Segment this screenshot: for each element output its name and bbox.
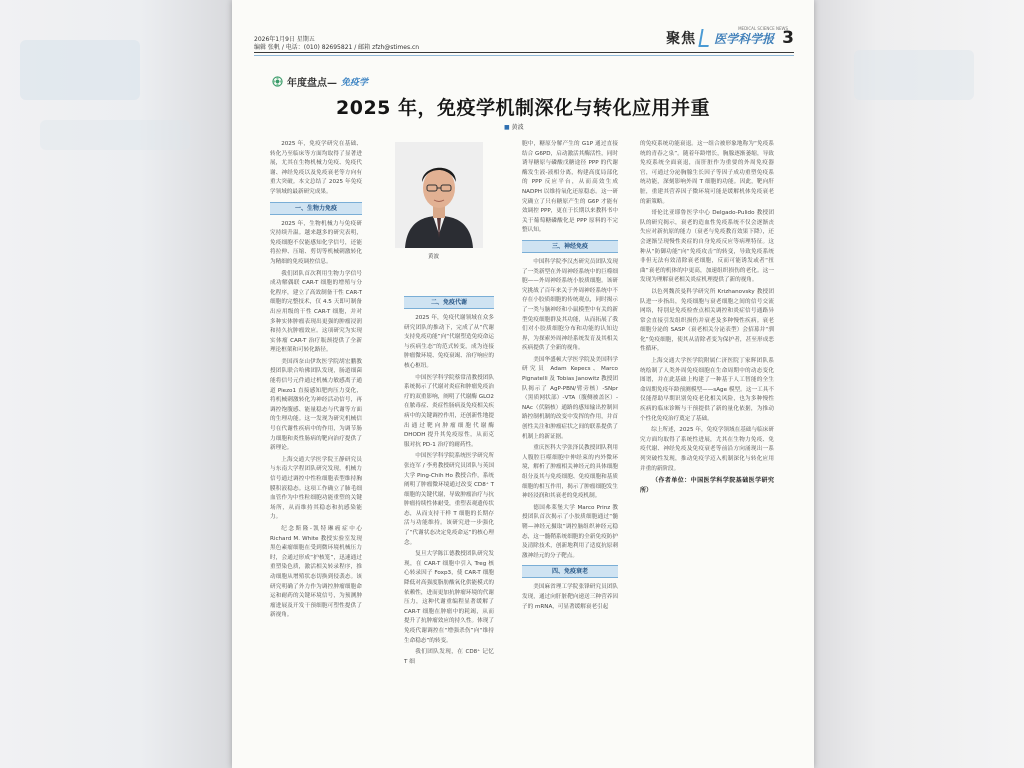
blurred-background-block [40,120,190,150]
body-paragraph: 复旦大学陈江德教授团队研究发现，在 CAR-T 细胞中引入 Treg 核心转录因子 Foxp3，使 CAR-T 细胞降低对高强度脂肪酸氧化供能模式的依赖性，进而更加抗肿瘤环境的代谢压力，这种代谢重编程显著缓解了 CAR-T 细胞在肿瘤中的耗竭，从而提升了抗肿瘤效应的持久性。体现了免疫代谢调控在“增强杀伤”向“维持生命稳态”的转变。 [404,551,494,644]
column-kicker [272,74,368,89]
body-paragraph: 德国弗莱堡大学 Marco Prinz 教授团队首次揭示了小胶质细胞通过“髓鞘—神经元摄取”调控脑组织神经元稳态，这一髓鞘系统细胞的全新免疫防护及清除技术，创新地利用了适度抗原刺激神经元的分子靶点。 [522,504,618,559]
blurred-background-block [854,50,974,100]
paper-name: 医学科学报 [714,31,775,46]
body-paragraph: 美国西奈山伊坎医学院胡宏鹏教授团队联合哈佛团队发现，肠道细菌能将信号元件通过机械力敏感离子通道 Piezo1 直接感知肥肉压力变化，将机械刺激转化为神经活动信号，再调控饱腹感、能量稳态与代谢等方面的生理功能。这一发现为研究机械信号在代谢性疾病中的作用，为调节肠力细胞和炎性肠病的靶向治疗提供了新理论。 [270,358,362,452]
intro-paragraph: 2025 年，免疫学研究在基础、转化乃至临床等方面均取得了显著进展，尤其在生物机械力免疫、免疫代谢、神经免疫以及免疫衰老等方向有重大突破。本文总结了 2025 年免疫学领域的最新研究成果。 [270,141,362,195]
left-background [0,0,232,768]
newspaper-page [232,0,814,768]
section-heading: 三、神经免疫 [522,240,618,253]
body-paragraph: 胞中，糖原分解产生的 G1P 通过直接结合 G6PD，启动激活其酶活性，同时诱导糖原与磷酸戊糖途径 PPP 的代谢酶发生液-液相分离，构建高度局部化的 PPP 反应平台，从而高效生成 NADPH 以维持氧化还原稳态。这一研究确立了只有糖原产生的 G6P 才能有效调控 PPP，更在于长期以来教科书中关于葡萄糖磷酸化是 PPP 原料的不完整认知。 [522,141,618,234]
column-2 [404,292,494,669]
body-paragraph: 中国科学院李汉杰研究员团队发现了一类新型在外周神经系统中的巨噬细胞——外周神经系统小胶质细胞。该研究挑战了百年来关于外周神经系统中不存在小胶质细胞的传统观点，同时揭示了一类与脑神经和小鼠模型中有关的新型免疫细胞群及其功能，从而拓展了我们对小胶质细胞分布和功能的认知边界，为探索外周神经系统发育及其相关疾病提供了全新的视角。 [522,258,618,352]
page-number: 3 [782,28,794,48]
byline-author: 黄波 [511,124,524,131]
flower-icon [272,76,283,87]
paper-name-en: MEDICAL SCIENCE NEWS [738,26,788,31]
body-paragraph: 我们团队首次利用生物力学信号成功解偶联 CAR-T 细胞的增殖与分化程序，建立了高效制备干性 CAR-T 细胞的完整技术，仅 4.5 天即可制备出应用级的干性 CAR-T 细胞，并对多种实体肿瘤表现出更强的肿瘤浸润和持久抗肿瘤效应。这项研究为实现实体瘤 CAR-T 治疗瓶颈提供了全新理论框架和可转化路径。 [270,270,362,354]
author-affiliation: （作者单位：中国医学科学院基础医学研究所） [640,477,774,494]
body-paragraph: 重庆医科大学张泽民教授团队利用人腹腔巨噬细胞中伸经束的内外微环境，解析了肿瘤相关神经元的具体细胞组分及其与免疫细胞、免疫细胞和基质细胞的相互作用，揭示了肿瘤细胞发生神经浸润和其衰老的免疫机制。 [522,445,618,500]
body-paragraph: 哥伦比亚耶鲁医学中心 Delgado-Pulido 教授团队的研究揭示，衰老的造血性免疫系统不仅会逐渐丧失应对新抗原的能力（衰老与免疫教育效果下降），还会逐渐呈现慢性炎症的自身免疫反应等病理特征。这种从“防御功能”向“免疫攻击”的转变，导致免疫系统非但无法有效清除衰老细胞，反而可能诱发或者“扭曲”衰老的机体的中更高，加速组织损伤的老化。这一发现为理解衰老相关炎症机理提供了新的视角。 [640,210,774,284]
body-paragraph: 中国医学科学院系统医学研究所张连军 / 李勇教授研究员团队与英国大学 Ping-Chih Ho 教授合作，系统阐明了肿瘤微环境通过改变 CD8⁺ T 细胞的关键代谢，导致肿瘤治疗与抗肿瘤持续性体耐受，重塑表观遗传状态，从而支持干样 T 细胞的长期存活与功能维持。该研究进一步强化了“代谢状态决定免疫命运”的核心理念。 [404,453,494,546]
body-paragraph: 综上所述，2025 年，免疫学领域在基础与临床研究方面均取得了系统性进展，尤其在生物力免疫、免疫代谢、神经免疫及免疫衰老等前沿方向涌现出一系列突破性发现，推动免疫学迈入机制深化与转化应用并重的新阶段。 [640,427,774,472]
body-paragraph: 美国麻省理工学院张锋研究员团队发现，通过向肝脏靶向递送三种营养因子的 mRNA，可显著缓解衰老引起 [522,584,618,610]
author-photo [395,142,483,248]
body-paragraph: 美国华盛顿大学医学院及美国科学研究员 Adam Kepecs、Marco Pignatelli 及 Tobias Janowitz 教授团队揭示了 AgP-PBN/臂旁核）-SNpr（黑质网状部）-VTA（腹侧被盖区）-NAc（伏隔核）通路的感知输出控制回路控制机制的改变中发挥的作用，并首创性关注和肿瘤症状之间的联系提供了机制上的新证据。 [522,356,618,440]
body-paragraph: 纪念斯隆-凯特琳癌症中心 Richard M. White 教授实验室发现黑色素瘤细胞在受到微环境机械压力时，会通过形成“护核笼”，迅速通过重塑染色质，激活相关转录程序，推动细胞从增殖状态切换到侵袭态。该研究明确了外力作为调控肿瘤细胞命运和耐药的关键环境信号，为预测肿瘤进展及开发干预细胞可塑性提供了新视角。 [270,525,362,619]
section-heading: 一、生物力免疫 [270,202,362,215]
kicker-label: 年度盘点— [287,78,337,89]
header-meta [254,36,419,52]
body-paragraph: 2025 年，免疫代谢领域在众多研究团队的推动下，完成了从“代谢支持免疫功能”向“代谢塑造免疫命运与疾病生态”的范式转变，成为连接肿瘤微环境、免疫衰竭、治疗响应的核心枢纽。 [404,315,494,369]
body-paragraph: 以色列魏茨曼科学研究所 Krizhanovsky 教授团队进一步指出，免疫细胞与衰老细胞之间的信号交流网络，特别是免疫检查点相关调控和炎症信号通路异常会直接引发组织损伤并衰老及多种慢性疾病。衰老细胞分泌的 SASP（衰老相关分泌表型）会招募并“驯化”免疫细胞，使其从清除者变为保护者，甚至形成恶性循环。 [640,288,774,353]
body-paragraph: 的免疫系统功能衰退。这一组合被形象地称为“免疫系统的青春之泉”。随着年龄增长，胸腺逐渐萎缩，导致免疫系统全面衰退，而肝脏作为重要的外周免疫器官，可通过分泌胸腺生长因子等因子成功重塑免疫系统功能，深刻影响外周 T 细胞的功能。因此，靶向肝脏，重建其营养因子微环境可能是缓解机体免疫衰老的新策略。 [640,141,774,205]
column-3 [522,140,618,614]
right-background [814,0,1024,768]
kicker-topic: 免疫学 [341,78,369,88]
byline [504,122,524,131]
section-name: 聚焦 [666,31,697,47]
body-paragraph: 我们团队发现，在 CD8⁺ 记忆 T 细 [404,649,494,665]
header-rule-accent [254,55,794,56]
blurred-background-block [20,40,140,100]
section-heading: 二、免疫代谢 [404,296,494,309]
body-paragraph: 中国医学科学院蔡常清教授团队系统揭示了代谢对炎症和肿瘤免疫治疗的双重影响，阐明了代谢酶 GLO2 在脓毒症、炎症性肠病及免疫相关疾病中的关键调控作用，还创新性地提出通过靶向肿瘤细胞代谢酶 DHODH 提升其免疫原性，从而克服对抗 PD-1 治疗的耐药性。 [404,374,494,448]
header-rule [254,52,794,53]
column-4 [640,140,774,497]
photo-caption: 黄波 [428,254,440,260]
body-paragraph: 上海交通大学医学院王静研究员与东南大学程团队研究发现，机械力信号通过调控中性粒细胞表型维持胸膜积液稳态。这项工作确立了肺毛细血管作为中性粒细胞功能重塑的关键场所，从而维持其稳态和抗感染能力。 [270,456,362,521]
header-date: 2026年1月9日 星期五 [254,36,315,43]
column-1 [270,140,362,623]
header-masthead [666,28,794,48]
body-paragraph: 2025 年，生物机械力与免疫研究持续升温。越来越多的研究表明，免疫细胞不仅能感知化学信号，还能将拉伸、压缩、剪切等机械刺激转化为精细的免疫调控信息。 [270,220,362,265]
article-title: 2025 年，免疫学机制深化与转化应用并重 [336,97,710,119]
portrait-image [395,142,483,248]
header-editor: 编辑 张帆 / 电话：(010) 82695821 / 邮箱 zfzh@stimes.cn [254,44,420,51]
body-paragraph: 上海交通大学医学院附属仁济医院丁家辉团队系统绘制了人类外周免疫细胞在生命周期中的动态变化图谱，并在此基础上构建了一种基于人工智能的全生命周期免疫年龄预测模型——sAge 模型。这一工具不仅能帮助早期识别免疫老化相关风险，也为多种慢性疾病的临床诊断与干预提供了新的量化依据，为推动个性化免疫治疗奠定了基础。 [640,358,774,422]
bracket-icon [699,29,712,47]
byline-marker: ■ [504,124,510,131]
section-heading: 四、免疫衰老 [522,565,618,578]
